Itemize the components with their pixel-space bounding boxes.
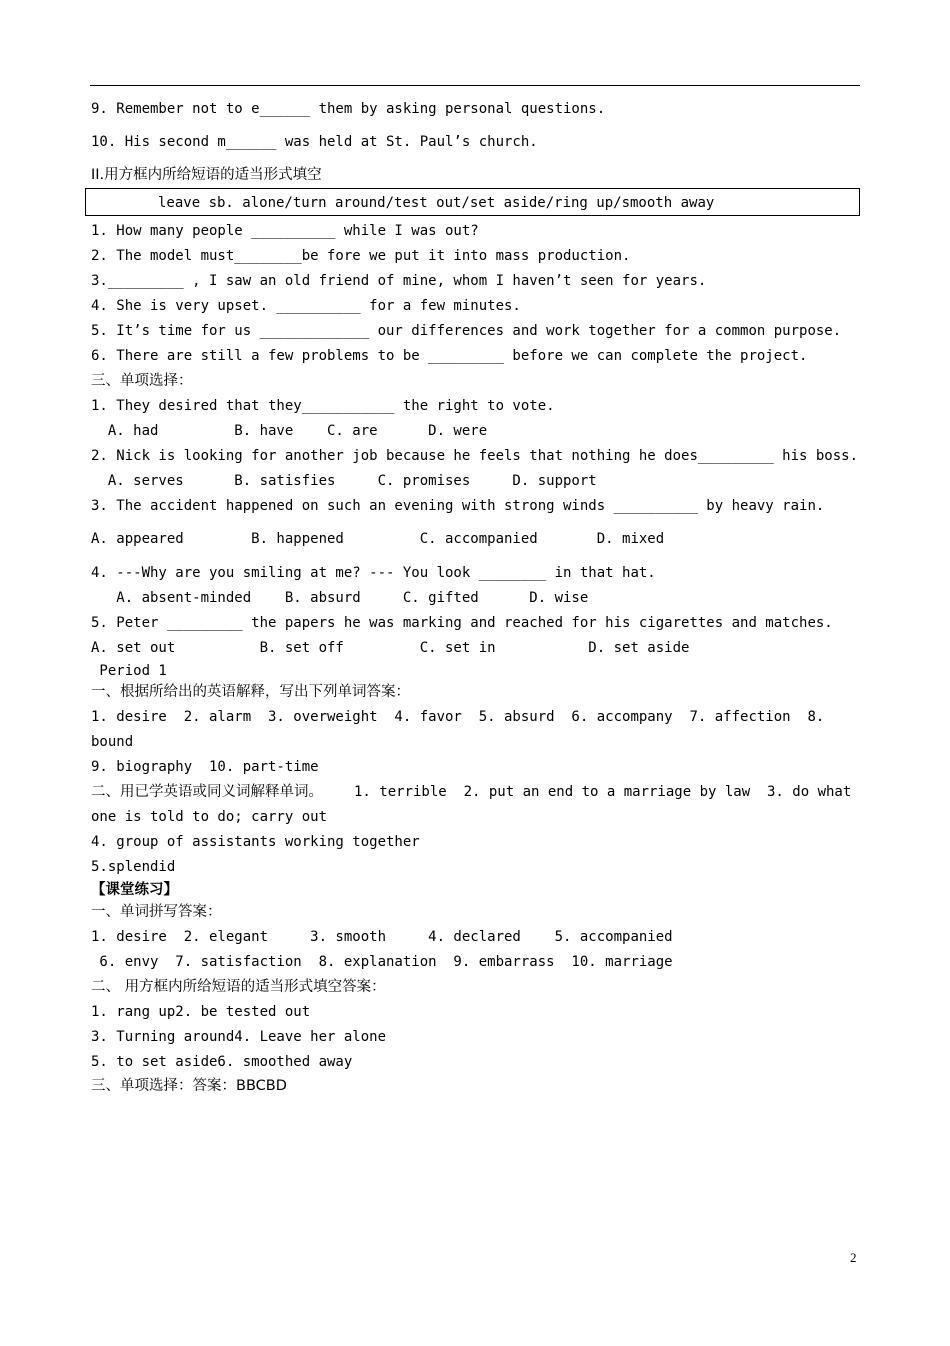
text-line: A. appeared B. happened C. accompanied D. mixed <box>91 531 665 547</box>
text-line: 3. The accident happened on such an evening with strong winds __________ by heavy rain. <box>91 498 825 514</box>
text-line: 4. ---Why are you smiling at me? --- You look ________ in that hat. <box>91 565 656 581</box>
text-line: 10. His second m______ was held at St. Paul’s church. <box>91 134 538 150</box>
text-line: 4. group of assistants working together <box>91 834 420 850</box>
definition-answers-inline: 1. terrible 2. put an end to a marriage by law 3. do what <box>354 784 852 800</box>
text-line: A. serves B. satisfies C. promises D. support <box>91 473 597 489</box>
text-line: 一、单词拼写答案： <box>91 904 222 920</box>
text-line: 3. Turning around4. Leave her alone <box>91 1029 387 1045</box>
text-line: 4. She is very upset. __________ for a few minutes. <box>91 298 521 314</box>
text-line: 9. Remember not to e______ them by asking personal questions. <box>91 101 606 117</box>
text-line: 9. biography 10. part-time <box>91 759 319 775</box>
text-line: A. set out B. set off C. set in D. set aside <box>91 640 690 656</box>
top-rule <box>90 85 860 86</box>
text-line: 三、单项选择： <box>91 373 193 389</box>
text-line: 1. rang up2. be tested out <box>91 1004 311 1020</box>
text-line: II.用方框内所给短语的适当形式填空 <box>91 167 322 183</box>
text-line: 三、单项选择：答案：BBCBD <box>91 1078 287 1094</box>
text-line: 二、 用方框内所给短语的适当形式填空答案： <box>91 979 386 995</box>
text-line: 二、用已学英语或同义词解释单词。 <box>91 784 323 800</box>
text-line: 6. envy 7. satisfaction 8. explanation 9. embarrass 10. marriage <box>91 954 673 970</box>
text-line: 1. How many people __________ while I was out? <box>91 223 479 239</box>
text-line: 1. They desired that they___________ the right to vote. <box>91 398 555 414</box>
text-line: 5.splendid <box>91 859 176 875</box>
text-line: A. absent-minded B. absurd C. gifted D. wise <box>91 590 589 606</box>
text-line: 一、根据所给出的英语解释，写出下列单词答案： <box>91 684 410 700</box>
text-line: 6. There are still a few problems to be _________ before we can complete the project. <box>91 348 808 364</box>
text-line: 5. Peter _________ the papers he was marking and reached for his cigarettes and matches. <box>91 615 833 631</box>
text-line: 1. desire 2. elegant 3. smooth 4. declared 5. accompanied <box>91 929 673 945</box>
text-line: 2. Nick is looking for another job because he feels that nothing he does_________ his boss. <box>91 448 859 464</box>
text-line: A. had B. have C. are D. were <box>91 423 488 439</box>
text-line: Period 1 <box>91 663 167 679</box>
page-number: 2 <box>850 1250 857 1265</box>
text-line: 3._________ , I saw an old friend of mine, whom I haven’t seen for years. <box>91 273 707 289</box>
text-line: 5. to set aside6. smoothed away <box>91 1054 353 1070</box>
text-line: 【课堂练习】 <box>91 882 178 898</box>
text-line: 1. desire 2. alarm 3. overweight 4. favor 5. absurd 6. accompany 7. affection 8. <box>91 709 825 725</box>
phrase-box-text: leave sb. alone/turn around/test out/set aside/ring up/smooth away <box>158 195 715 211</box>
text-line: one is told to do; carry out <box>91 809 328 825</box>
text-line: 2. The model must________be fore we put it into mass production. <box>91 248 631 264</box>
text-line: bound <box>91 734 134 750</box>
text-line: 5. It’s time for us _____________ our differences and work together for a common purpose. <box>91 323 842 339</box>
